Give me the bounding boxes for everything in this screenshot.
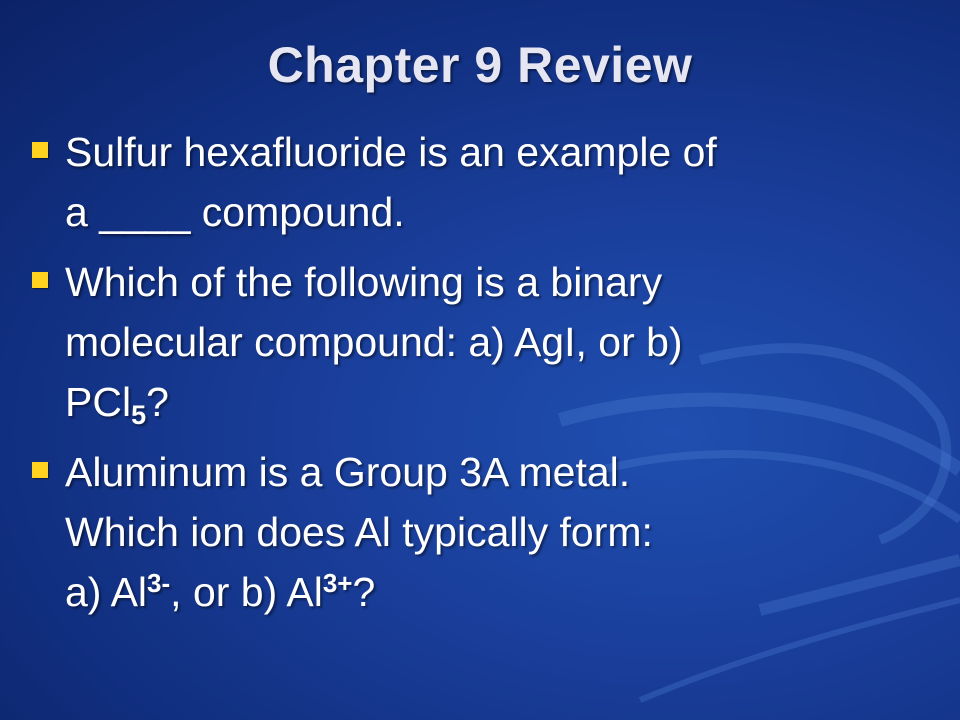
bullet-text-line: Sulfur hexafluoride is an example of <box>65 129 717 175</box>
bullet-text-line: molecular compound: a) AgI, or b) <box>65 319 683 365</box>
bullet-item <box>30 442 935 622</box>
square-bullet-icon <box>32 142 48 158</box>
bullet-text-line <box>65 562 935 622</box>
bullet-text-line: Which ion does Al typically form: <box>65 509 653 555</box>
bullet-item <box>30 252 935 432</box>
bullet-text-line <box>65 372 935 432</box>
formula-subscript: 5 <box>131 400 147 430</box>
slide-title: Chapter 9 Review <box>267 37 693 93</box>
option-b-text: , or b) Al <box>170 569 323 615</box>
bullet-text-line: a ____ compound. <box>65 189 405 235</box>
question-mark: ? <box>146 379 169 425</box>
bullet-item <box>30 122 935 242</box>
bullet-text-line: Which of the following is a binary <box>65 259 663 305</box>
formula-text: PCl <box>65 379 132 425</box>
option-a-text: a) Al <box>65 569 148 615</box>
square-bullet-icon <box>32 462 48 478</box>
square-bullet-icon <box>32 272 48 288</box>
ion-charge-superscript: 3- <box>147 568 171 598</box>
question-mark: ? <box>352 569 376 615</box>
bullet-list <box>30 122 935 632</box>
ion-charge-superscript: 3+ <box>322 568 353 598</box>
bullet-text-line: Aluminum is a Group 3A metal. <box>65 449 631 495</box>
